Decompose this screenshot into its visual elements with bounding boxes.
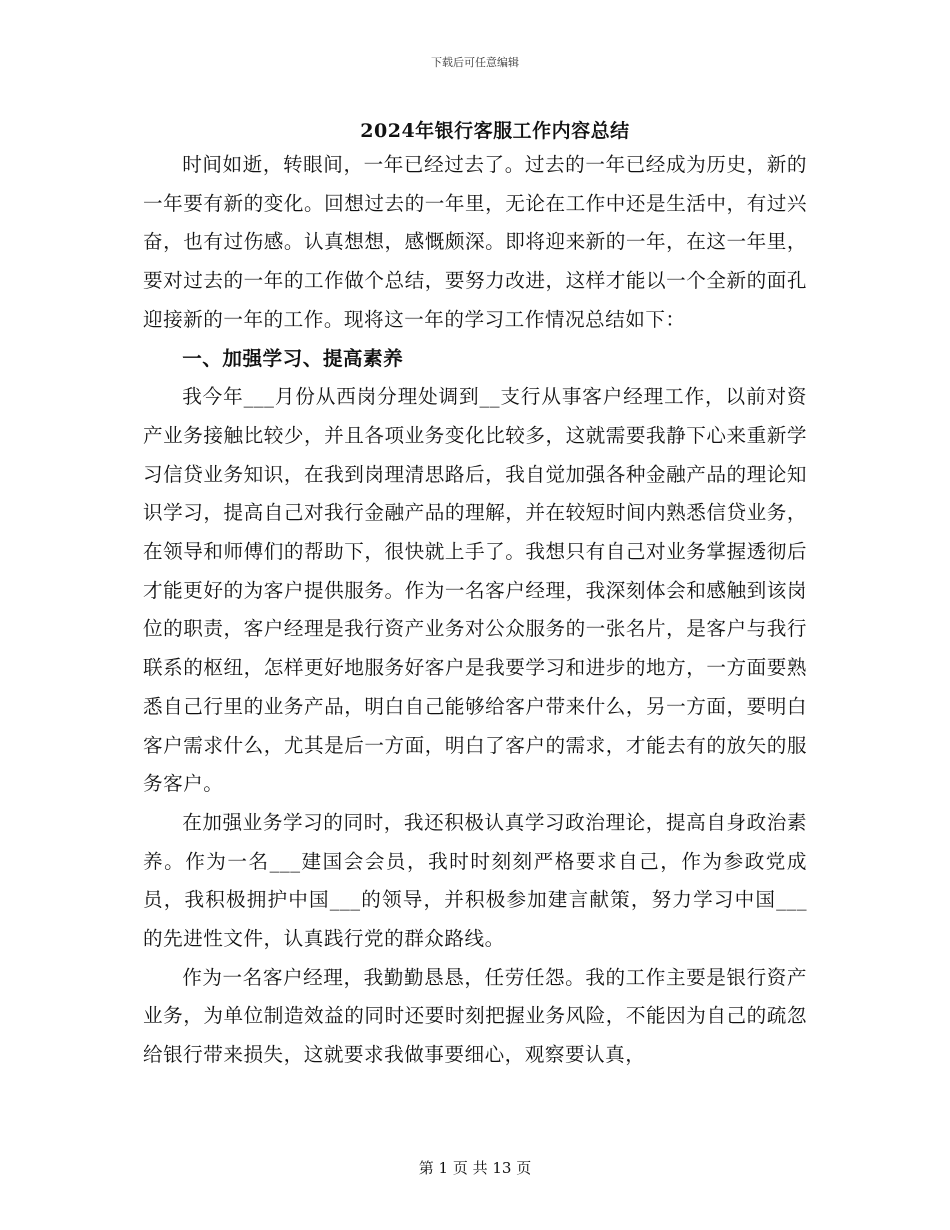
document-body — [143, 146, 807, 1075]
page-number-footer: 第 1 页 共 13 页 — [418, 1159, 532, 1177]
paragraph-politics: 在加强业务学习的同时，我还积极认真学习政治理论，提高自身政治素养。作为一名___建国会会员，我时时刻刻严格要求自己，作为参政党成员，我积极拥护中国___的领导，并积极参加建言献策，努力学习中国___的先进性文件，认真践行党的群众路线。 — [143, 810, 807, 951]
paragraph-work: 作为一名客户经理，我勤勤恳恳，任劳任怨。我的工作主要是银行资产业务，为单位制造效益的同时还要时刻把握业务风险，不能因为自己的疏忽给银行带来损失，这就要求我做事要细心，观察要认真， — [143, 965, 807, 1067]
paragraph-intro: 时间如逝，转眼间，一年已经过去了。过去的一年已经成为历史，新的一年要有新的变化。回想过去的一年里，无论在工作中还是生活中，有过兴奋，也有过伤感。认真想想，感慨颇深。即将迎来新的一年，在这一年里，要对过去的一年的工作做个总结，要努力改进，这样才能以一个全新的面孔迎接新的一年的工作。现将这一年的学习工作情况总结如下： — [143, 153, 807, 331]
section-heading: 一、加强学习、提高素养 — [182, 346, 404, 370]
document-title: 2024年银行客服工作内容总结 — [360, 120, 630, 142]
paragraph-study: 我今年___月份从西岗分理处调到__支行从事客户经理工作，以前对资产业务接触比较少，并且各项业务变化比较多，这就需要我静下心来重新学习信贷业务知识，在我到岗理清思路后，我自觉加强各种金融产品的理论知识学习，提高自己对我行金融产品的理解，并在较短时间内熟悉信贷业务，在领导和师傅们的帮助下，很快就上手了。我想只有自己对业务掌握透彻后才能更好的为客户提供服务。作为一名客户经理，我深刻体会和感触到该岗位的职责，客户经理是我行资产业务对公众服务的一张名片，是客户与我行联系的枢纽，怎样更好地服务好客户是我要学习和进步的地方，一方面要熟悉自己行里的业务产品，明白自己能够给客户带来什么，另一方面，要明白客户需求什么，尤其是后一方面，明白了客户的需求，才能去有的放矢的服务客户。 — [143, 385, 807, 796]
header-note: 下载后可任意编辑 — [431, 56, 519, 69]
